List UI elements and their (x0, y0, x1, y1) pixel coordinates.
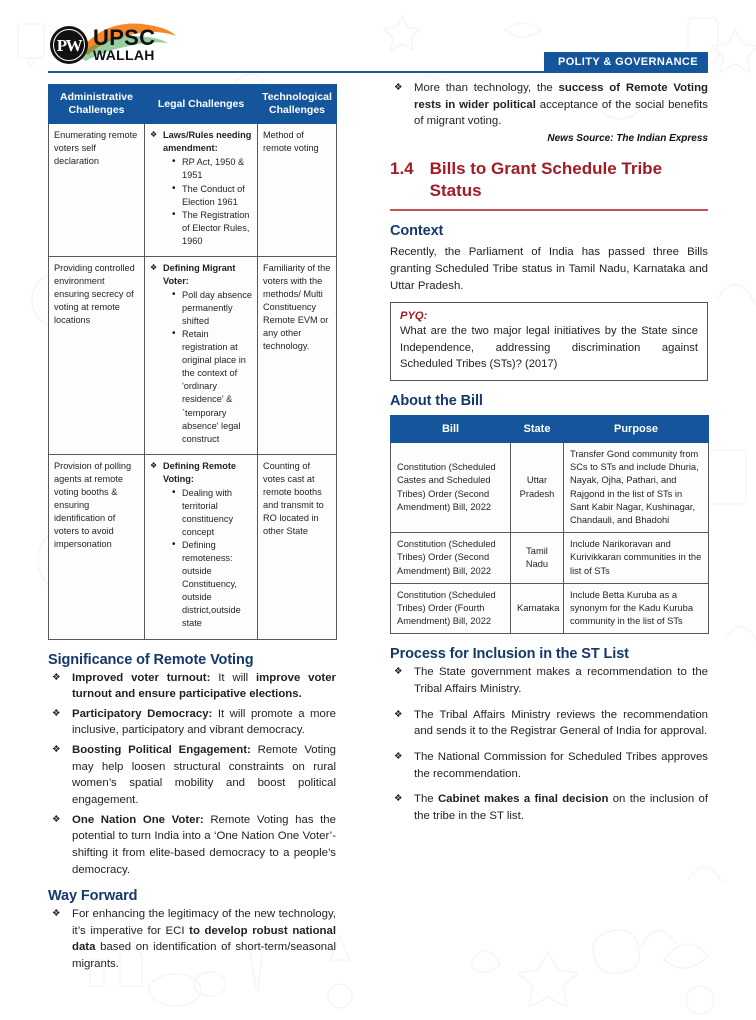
cell-bill: Constitution (Scheduled Tribes) Order (Fourth Amendment) Bill, 2022 (391, 583, 511, 634)
col-header-technological: Technological Challenges (258, 85, 337, 124)
list-item (390, 791, 708, 824)
cell-purpose: Include Betta Kuruba as a synonym for the Kadu Kuruba community in the list of STs (564, 583, 709, 634)
section-title (390, 158, 708, 202)
list-item (48, 906, 336, 973)
about-bill-heading: About the Bill (390, 393, 483, 410)
significance-heading: Significance of Remote Voting (48, 651, 254, 668)
brand-logo (50, 26, 155, 64)
col-header-purpose: Purpose (564, 416, 709, 443)
list-item (48, 706, 336, 739)
col-header-bill: Bill (391, 416, 511, 443)
cell-legal (145, 256, 258, 454)
cell-bill: Constitution (Scheduled Castes and Scheduled Tribes) Order (Second Amendment) Bill, 2022 (391, 443, 511, 533)
cell-admin: Provision of polling agents at remote voting booths & ensuring identification of voters to avoid impersonation (49, 454, 145, 639)
process-heading: Process for Inclusion in the ST List (390, 646, 629, 663)
pyq-label: PYQ: (400, 310, 428, 323)
item-lead: Improved voter turnout: (72, 671, 211, 684)
cell-state: Uttar Pradesh (511, 443, 564, 533)
cell-purpose: Include Narikoravan and Kurivikkaran communities in the list of STs (564, 533, 709, 584)
process-list (390, 664, 708, 824)
list-item: ❖ The State government makes a recommendation to the Tribal Affairs Ministry. (390, 664, 708, 697)
context-heading: Context (390, 223, 444, 240)
legal-sub-item: • Retain registration at original place in the context of 'ordinary residence' & `temporary absence' legal construct (172, 328, 252, 446)
cell-state: Karnataka (511, 583, 564, 634)
legal-heading-text: Laws/Rules needing amendment: (163, 130, 252, 154)
way-forward-list (48, 906, 336, 973)
cell-tech: Counting of votes cast at remote booths and transmit to RO located in other State (258, 454, 337, 639)
pyq-box (390, 302, 708, 381)
table-header-row (391, 416, 709, 443)
list-item (48, 742, 336, 809)
table-header-row (49, 85, 337, 124)
item-pre: More than technology, the (414, 82, 559, 94)
table-row (49, 454, 337, 639)
list-item (48, 812, 336, 879)
item-lead: One Nation One Voter: (72, 813, 204, 826)
cell-purpose: Transfer Gond community from SCs to STs and include Dhuria, Nayak, Ojha, Pathari, and Rajgond in the list of STs in Sant Kabir Nagar, Kushinagar, Chandauli, and Bhadohi (564, 443, 709, 533)
col-header-legal: Legal Challenges (145, 85, 258, 124)
list-item: ❖ The National Commission for Scheduled Tribes approves the recommendation. (390, 749, 708, 782)
cell-legal (145, 124, 258, 257)
cell-legal (145, 454, 258, 639)
item-bold: to develop robust national data (72, 924, 337, 954)
item-bold: Cabinet makes a final decision (437, 793, 609, 806)
right-column (390, 78, 708, 833)
table-row (391, 583, 709, 634)
table-row (49, 256, 337, 454)
challenges-table (48, 84, 337, 640)
cell-bill: Constitution (Scheduled Tribes) Order (Second Amendment) Bill, 2022 (391, 533, 511, 584)
legal-sub-item: • The Registration of Elector Rules, 1960 (172, 209, 252, 248)
section-number: 1.4 (390, 158, 414, 178)
list-item: ❖ The Tribal Affairs Ministry reviews the recommendation and sends it to the Registrar General of India for approval. (390, 707, 708, 740)
item-pre: For enhancing the legitimacy of the new technology, it’s imperative for ECI (72, 908, 336, 937)
page-header (0, 0, 756, 76)
legal-heading-text: Defining Migrant Voter: (163, 262, 236, 286)
table-row (391, 533, 709, 584)
topic-tag: POLITY & GOVERNANCE (544, 52, 708, 72)
remote-voting-closing-list (390, 80, 708, 130)
legal-sub-item: • Dealing with territorial constituency concept (172, 487, 252, 539)
context-text: Recently, the Parliament of India has passed three Bills granting Scheduled Tribe status in Tamil Nadu, Karnataka and Uttar Pradesh. (390, 246, 708, 292)
item-bold: success of Remote Voting rests in wider political (414, 82, 708, 111)
cell-tech: Method of remote voting (258, 124, 337, 257)
significance-list (48, 670, 336, 879)
section-divider (390, 209, 708, 211)
table-row (391, 443, 709, 533)
item-bold-mid: improve voter turnout and ensure participative elections. (72, 671, 336, 701)
legal-sub-item: • The Conduct of Election 1961 (172, 183, 252, 209)
item-lead: Boosting Political Engagement: (72, 744, 251, 757)
item-post: on the inclusion of the tribe in the ST list. (414, 793, 708, 822)
legal-heading-item (150, 460, 252, 631)
item-post: based on identification of short-term/seasonal migrants. (72, 941, 336, 971)
legal-heading-item (150, 129, 252, 248)
legal-sub-item: • RP Act, 1950 & 1951 (172, 156, 252, 182)
pw-badge-text: PW (56, 35, 82, 55)
pw-badge-icon (50, 26, 88, 64)
way-forward-heading: Way Forward (48, 888, 138, 905)
item-rest: Remote Voting may help loosen structural constraints on rural women’s spatial mobility and boost political engagement. (72, 744, 336, 806)
news-source: News Source: The Indian Express (547, 132, 708, 144)
item-lead: Participatory Democracy: (72, 707, 213, 720)
cell-tech: Familiarity of the voters with the methods/ Multi Constituency Remote EVM or any other technology. (258, 256, 337, 454)
item-post: acceptance of the social benefits of migrant voting. (414, 98, 708, 128)
col-header-administrative: Administrative Challenges (49, 85, 145, 124)
bills-table (390, 415, 709, 634)
cell-state: Tamil Nadu (511, 533, 564, 584)
item-rest: It will (210, 671, 256, 684)
left-column (48, 84, 336, 976)
list-item (390, 80, 708, 130)
item-pre: The (414, 793, 438, 806)
legal-heading-item (150, 262, 252, 446)
pyq-text: What are the two major legal initiatives by the State since Independence, addressing discrimination against Scheduled Tribes (STs)? (2017) (400, 325, 698, 370)
legal-sub-item: • Poll day absence permanently shifted (172, 289, 252, 328)
section-title-text: Bills to Grant Schedule Tribe Status (429, 158, 663, 200)
table-row (49, 124, 337, 257)
legal-heading-text: Defining Remote Voting: (163, 460, 236, 484)
cell-admin: Providing controlled environment ensuring secrecy of voting at remote locations (49, 256, 145, 454)
logo-upsc-text: UPSC (93, 24, 156, 50)
logo-wallah-text: WALLAH (93, 46, 155, 63)
list-item (48, 670, 336, 703)
cell-admin: Enumerating remote voters self declaration (49, 124, 145, 257)
item-rest: Remote Voting has the potential to turn India into a ‘One Nation One Voter’- shifting it from elite-based democracy to a people’s democracy. (72, 813, 336, 876)
col-header-state: State (511, 416, 564, 443)
legal-sub-item: • Defining remoteness: outside Constituency, outside district,outside state (172, 539, 252, 630)
item-rest: It will promote a more inclusive, participatory and vibrant democracy. (72, 707, 337, 737)
